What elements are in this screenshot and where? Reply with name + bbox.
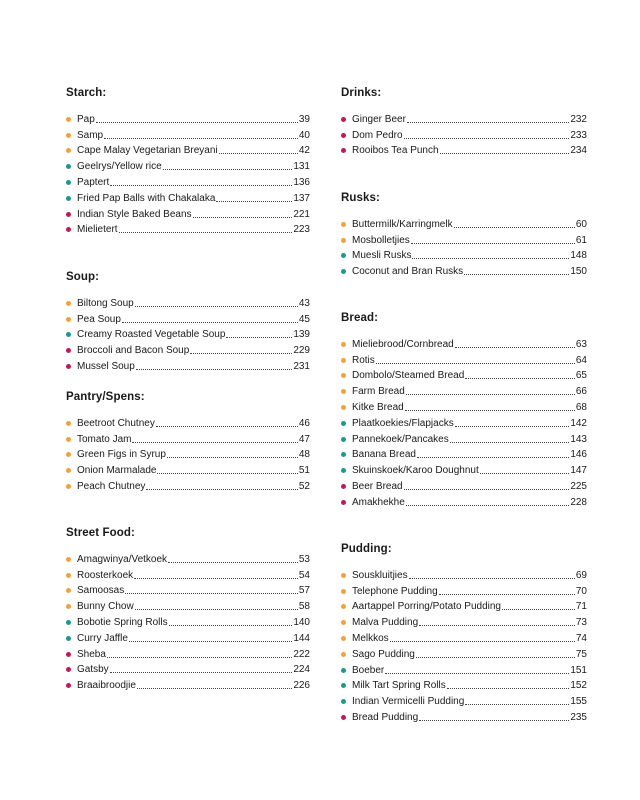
bullet-dot-icon — [341, 468, 346, 473]
page-number: 136 — [293, 176, 310, 188]
page-number: 65 — [575, 370, 587, 382]
page-number: 131 — [293, 161, 310, 173]
bullet-dot-icon — [341, 358, 346, 363]
section-title: Street Food: — [66, 527, 135, 539]
dot-leader — [129, 640, 292, 642]
page-number: 150 — [570, 266, 587, 278]
dot-leader — [465, 377, 575, 379]
bullet-dot-icon — [66, 573, 71, 578]
list-item — [341, 645, 587, 661]
bullet-dot-icon — [341, 452, 346, 457]
list-item — [66, 645, 310, 661]
section-rusks — [341, 191, 587, 278]
bullet-dot-icon — [66, 180, 71, 185]
list-item — [66, 461, 310, 477]
list-item — [66, 294, 310, 310]
page-number: 224 — [293, 664, 310, 676]
list-item — [66, 142, 310, 158]
recipe-name: Indian Style Baked Beans — [77, 208, 192, 220]
bullet-dot-icon — [341, 389, 346, 394]
dot-leader — [416, 656, 575, 658]
dot-leader — [419, 719, 569, 721]
bullet-dot-icon — [341, 437, 346, 442]
dot-leader — [406, 504, 570, 506]
recipe-name: Tomato Jam — [77, 433, 132, 445]
recipe-name: Green Figs in Syrup — [77, 449, 166, 461]
page-number: 48 — [298, 449, 310, 461]
list-item — [341, 126, 587, 142]
bullet-dot-icon — [66, 164, 71, 169]
bullet-dot-icon — [66, 652, 71, 657]
dot-leader — [390, 640, 575, 642]
dot-leader — [193, 216, 293, 218]
list-item — [66, 126, 310, 142]
page-number: 148 — [570, 250, 587, 262]
dot-leader — [168, 561, 298, 563]
page-number: 66 — [575, 386, 587, 398]
recipe-name: Dom Pedro — [352, 129, 403, 141]
section-title: Soup: — [66, 271, 100, 283]
bullet-dot-icon — [66, 484, 71, 489]
bullet-dot-icon — [66, 604, 71, 609]
list-item — [341, 582, 587, 598]
dot-leader — [412, 257, 569, 259]
bullet-dot-icon — [66, 452, 71, 457]
recipe-name: Skuinskoek/Karoo Doughnut — [352, 465, 479, 477]
recipe-name: Amakhekhe — [352, 496, 405, 508]
recipe-name: Pannekoek/Pancakes — [352, 433, 449, 445]
list-item — [66, 550, 310, 566]
page-number: 61 — [575, 234, 587, 246]
dot-leader — [134, 577, 298, 579]
recipe-name: Malva Pudding — [352, 617, 419, 629]
dot-leader — [417, 456, 569, 458]
bullet-dot-icon — [66, 588, 71, 593]
page-number: 54 — [298, 569, 310, 581]
list-item — [66, 676, 310, 692]
page-number: 70 — [575, 585, 587, 597]
list-item — [341, 414, 587, 430]
dot-leader — [404, 488, 570, 490]
list-item — [341, 262, 587, 278]
list-item — [341, 142, 587, 158]
bullet-dot-icon — [341, 589, 346, 594]
recipe-name: Coconut and Bran Rusks — [352, 266, 464, 278]
list-item — [341, 677, 587, 693]
dot-leader — [439, 593, 575, 595]
bullet-dot-icon — [66, 301, 71, 306]
page-number: 73 — [575, 617, 587, 629]
recipe-name: Biltong Soup — [77, 297, 134, 309]
page-number: 74 — [575, 632, 587, 644]
page-number: 139 — [293, 329, 310, 341]
bullet-dot-icon — [341, 699, 346, 704]
section-bread — [341, 311, 587, 509]
recipe-name: Fried Pap Balls with Chakalaka — [77, 192, 216, 204]
bullet-dot-icon — [341, 117, 346, 122]
list-item — [66, 629, 310, 645]
recipe-name: Peach Chutney — [77, 480, 146, 492]
recipe-name: Milk Tart Spring Rolls — [352, 680, 446, 692]
page-number: 234 — [570, 145, 587, 157]
recipe-name: Roosterkoek — [77, 569, 134, 581]
bullet-dot-icon — [341, 238, 346, 243]
list-item — [341, 247, 587, 263]
dot-leader — [156, 425, 298, 427]
section-title: Starch: — [66, 87, 107, 99]
section-starch — [66, 86, 310, 236]
page-number: 231 — [293, 360, 310, 372]
dot-leader — [104, 137, 298, 139]
page-number: 233 — [570, 129, 587, 141]
recipe-name: Ginger Beer — [352, 113, 406, 125]
recipe-name: Mieliebrood/Cornbread — [352, 338, 454, 350]
page-number: 45 — [298, 313, 310, 325]
recipe-name: Buttermilk/Karringmelk — [352, 218, 453, 230]
dot-leader — [136, 368, 293, 370]
recipe-name: Geelrys/Yellow rice — [77, 161, 162, 173]
recipe-list — [341, 335, 587, 509]
dot-leader — [440, 152, 570, 154]
bullet-dot-icon — [66, 227, 71, 232]
page-number: 235 — [570, 711, 587, 723]
page-number: 232 — [570, 113, 587, 125]
section-street-food — [66, 526, 310, 692]
dot-leader — [226, 336, 292, 338]
recipe-name: Bunny Chow — [77, 601, 134, 613]
bullet-dot-icon — [341, 652, 346, 657]
list-item — [341, 613, 587, 629]
page-number: 75 — [575, 648, 587, 660]
bullet-dot-icon — [341, 715, 346, 720]
list-item — [66, 613, 310, 629]
list-item — [66, 446, 310, 462]
bullet-dot-icon — [341, 373, 346, 378]
page-number: 53 — [298, 553, 310, 565]
recipe-name: Boeber — [352, 664, 385, 676]
recipe-name: Paptert — [77, 176, 110, 188]
list-item — [341, 215, 587, 231]
bullet-dot-icon — [66, 636, 71, 641]
recipe-list — [66, 414, 310, 493]
dot-leader — [480, 472, 570, 474]
list-item — [341, 566, 587, 582]
list-item — [341, 430, 587, 446]
page-number: 68 — [575, 401, 587, 413]
page-number: 51 — [298, 465, 310, 477]
page-number: 146 — [570, 449, 587, 461]
recipe-name: Bread Pudding — [352, 711, 419, 723]
page-number: 137 — [293, 192, 310, 204]
dot-leader — [110, 671, 293, 673]
bullet-dot-icon — [66, 557, 71, 562]
list-item — [341, 367, 587, 383]
page-number: 47 — [298, 433, 310, 445]
dot-leader — [419, 624, 575, 626]
page-number: 155 — [570, 696, 587, 708]
bullet-dot-icon — [341, 222, 346, 227]
recipe-name: Indian Vermicelli Pudding — [352, 696, 465, 708]
list-item — [66, 341, 310, 357]
list-item — [66, 414, 310, 430]
list-item — [66, 157, 310, 173]
list-item — [341, 661, 587, 677]
list-item — [341, 493, 587, 509]
list-item — [341, 629, 587, 645]
page-number: 151 — [570, 664, 587, 676]
page-number: 69 — [575, 569, 587, 581]
page-number: 144 — [293, 632, 310, 644]
section-title: Rusks: — [341, 192, 380, 204]
section-pantry — [66, 390, 310, 493]
recipe-name: Muesli Rusks — [352, 250, 412, 262]
recipe-name: Souskluitjies — [352, 569, 408, 581]
page-number: 63 — [575, 338, 587, 350]
page-number: 60 — [575, 218, 587, 230]
dot-leader — [190, 352, 292, 354]
page-number: 57 — [298, 585, 310, 597]
dot-leader — [385, 672, 569, 674]
list-item — [66, 566, 310, 582]
list-item — [66, 189, 310, 205]
list-item — [341, 335, 587, 351]
section-drinks — [341, 86, 587, 157]
bullet-dot-icon — [341, 253, 346, 258]
page-number: 226 — [293, 680, 310, 692]
bullet-dot-icon — [66, 117, 71, 122]
bullet-dot-icon — [341, 683, 346, 688]
dot-leader — [169, 624, 293, 626]
bullet-dot-icon — [341, 636, 346, 641]
list-item — [341, 598, 587, 614]
dot-leader — [404, 137, 570, 139]
recipe-name: Sago Pudding — [352, 648, 415, 660]
recipe-name: Kitke Bread — [352, 401, 404, 413]
page-number: 64 — [575, 354, 587, 366]
page-number: 223 — [293, 224, 310, 236]
page-number: 42 — [298, 145, 310, 157]
page-number: 221 — [293, 208, 310, 220]
bullet-dot-icon — [66, 468, 71, 473]
page-number: 39 — [298, 113, 310, 125]
bullet-dot-icon — [341, 133, 346, 138]
dot-leader — [502, 608, 575, 610]
page-number: 52 — [298, 480, 310, 492]
bullet-dot-icon — [66, 212, 71, 217]
list-item — [341, 708, 587, 724]
recipe-name: Rooibos Tea Punch — [352, 145, 439, 157]
list-item — [66, 326, 310, 342]
bullet-dot-icon — [66, 348, 71, 353]
list-item — [66, 310, 310, 326]
section-title: Bread: — [341, 312, 379, 324]
page-number: 43 — [298, 297, 310, 309]
page-number: 152 — [570, 680, 587, 692]
recipe-list — [66, 110, 310, 236]
list-item — [66, 430, 310, 446]
recipe-name: Beetroot Chutney — [77, 417, 155, 429]
dot-leader — [219, 152, 298, 154]
dot-leader — [146, 488, 297, 490]
list-item — [66, 661, 310, 677]
page-number: 46 — [298, 417, 310, 429]
page-number: 225 — [570, 480, 587, 492]
bullet-dot-icon — [66, 667, 71, 672]
dot-leader — [119, 231, 293, 233]
list-item — [341, 398, 587, 414]
dot-leader — [110, 184, 292, 186]
bullet-dot-icon — [66, 364, 71, 369]
bullet-dot-icon — [341, 405, 346, 410]
recipe-list — [341, 215, 587, 278]
recipe-name: Melkkos — [352, 632, 389, 644]
bullet-dot-icon — [341, 342, 346, 347]
dot-leader — [454, 226, 575, 228]
recipe-name: Samoosas — [77, 585, 125, 597]
dot-leader — [122, 321, 298, 323]
list-item — [341, 692, 587, 708]
bullet-dot-icon — [341, 421, 346, 426]
recipe-name: Rotis — [352, 354, 375, 366]
dot-leader — [407, 121, 569, 123]
recipe-name: Gatsby — [77, 664, 109, 676]
bullet-dot-icon — [66, 332, 71, 337]
recipe-name: Mussel Soup — [77, 360, 135, 372]
dot-leader — [455, 346, 575, 348]
list-item — [341, 351, 587, 367]
dot-leader — [125, 592, 298, 594]
bullet-dot-icon — [341, 500, 346, 505]
dot-leader — [132, 441, 297, 443]
list-item — [66, 173, 310, 189]
bullet-dot-icon — [66, 317, 71, 322]
section-pudding — [341, 542, 587, 724]
list-item — [341, 110, 587, 126]
bullet-dot-icon — [66, 683, 71, 688]
page-number: 40 — [298, 129, 310, 141]
recipe-name: Amagwinya/Vetkoek — [77, 553, 168, 565]
recipe-name: Mosbolletjies — [352, 234, 410, 246]
dot-leader — [406, 393, 575, 395]
bullet-dot-icon — [66, 133, 71, 138]
list-item — [341, 231, 587, 247]
page-number: 229 — [293, 345, 310, 357]
dot-leader — [455, 425, 570, 427]
page-number: 147 — [570, 465, 587, 477]
dot-leader — [409, 577, 575, 579]
recipe-name: Plaatkoekies/Flapjacks — [352, 417, 454, 429]
dot-leader — [135, 305, 298, 307]
page-number: 71 — [575, 601, 587, 613]
recipe-name: Dombolo/Steamed Bread — [352, 370, 465, 382]
recipe-name: Onion Marmalade — [77, 465, 157, 477]
recipe-name: Braaibroodjie — [77, 680, 136, 692]
recipe-name: Cape Malay Vegetarian Breyani — [77, 145, 218, 157]
bullet-dot-icon — [341, 604, 346, 609]
page-number: 140 — [293, 616, 310, 628]
bullet-dot-icon — [66, 196, 71, 201]
list-item — [66, 597, 310, 613]
recipe-list — [341, 566, 587, 724]
recipe-name: Aartappel Porring/Potato Pudding — [352, 601, 501, 613]
recipe-name: Telephone Pudding — [352, 585, 438, 597]
bullet-dot-icon — [66, 437, 71, 442]
dot-leader — [135, 608, 298, 610]
dot-leader — [464, 273, 569, 275]
bullet-dot-icon — [66, 620, 71, 625]
list-item — [341, 477, 587, 493]
list-item — [66, 110, 310, 126]
recipe-name: Beer Bread — [352, 480, 403, 492]
recipe-name: Pap — [77, 113, 95, 125]
dot-leader — [450, 441, 570, 443]
list-item — [66, 205, 310, 221]
dot-leader — [376, 362, 575, 364]
page-number: 228 — [570, 496, 587, 508]
bullet-dot-icon — [341, 484, 346, 489]
dot-leader — [405, 409, 575, 411]
dot-leader — [137, 687, 292, 689]
list-item — [66, 357, 310, 373]
recipe-name: Creamy Roasted Vegetable Soup — [77, 329, 226, 341]
dot-leader — [167, 456, 298, 458]
list-item — [341, 446, 587, 462]
recipe-name: Broccoli and Bacon Soup — [77, 345, 190, 357]
dot-leader — [411, 242, 575, 244]
recipe-name: Curry Jaffle — [77, 632, 128, 644]
bullet-dot-icon — [66, 421, 71, 426]
recipe-list — [341, 110, 587, 157]
recipe-name: Bobotie Spring Rolls — [77, 616, 168, 628]
recipe-name: Mielietert — [77, 224, 118, 236]
bullet-dot-icon — [341, 148, 346, 153]
dot-leader — [163, 168, 293, 170]
bullet-dot-icon — [341, 269, 346, 274]
list-item — [66, 477, 310, 493]
recipe-name: Banana Bread — [352, 449, 416, 461]
page-number: 58 — [298, 601, 310, 613]
bullet-dot-icon — [341, 668, 346, 673]
list-item — [341, 461, 587, 477]
dot-leader — [107, 656, 292, 658]
dot-leader — [157, 472, 297, 474]
section-title: Drinks: — [341, 87, 382, 99]
list-item — [341, 382, 587, 398]
recipe-name: Farm Bread — [352, 386, 405, 398]
section-soup — [66, 270, 310, 373]
list-item — [66, 582, 310, 598]
recipe-list — [66, 550, 310, 692]
page-number: 222 — [293, 648, 310, 660]
dot-leader — [465, 703, 569, 705]
page-number: 143 — [570, 433, 587, 445]
section-title: Pantry/Spens: — [66, 391, 145, 403]
section-title: Pudding: — [341, 543, 392, 555]
recipe-list — [66, 294, 310, 373]
bullet-dot-icon — [66, 148, 71, 153]
page-number: 142 — [570, 417, 587, 429]
dot-leader — [216, 200, 292, 202]
recipe-name: Samp — [77, 129, 104, 141]
dot-leader — [447, 687, 570, 689]
bullet-dot-icon — [341, 620, 346, 625]
list-item — [66, 221, 310, 237]
bullet-dot-icon — [341, 573, 346, 578]
recipe-name: Pea Soup — [77, 313, 121, 325]
recipe-name: Sheba — [77, 648, 106, 660]
dot-leader — [96, 121, 298, 123]
